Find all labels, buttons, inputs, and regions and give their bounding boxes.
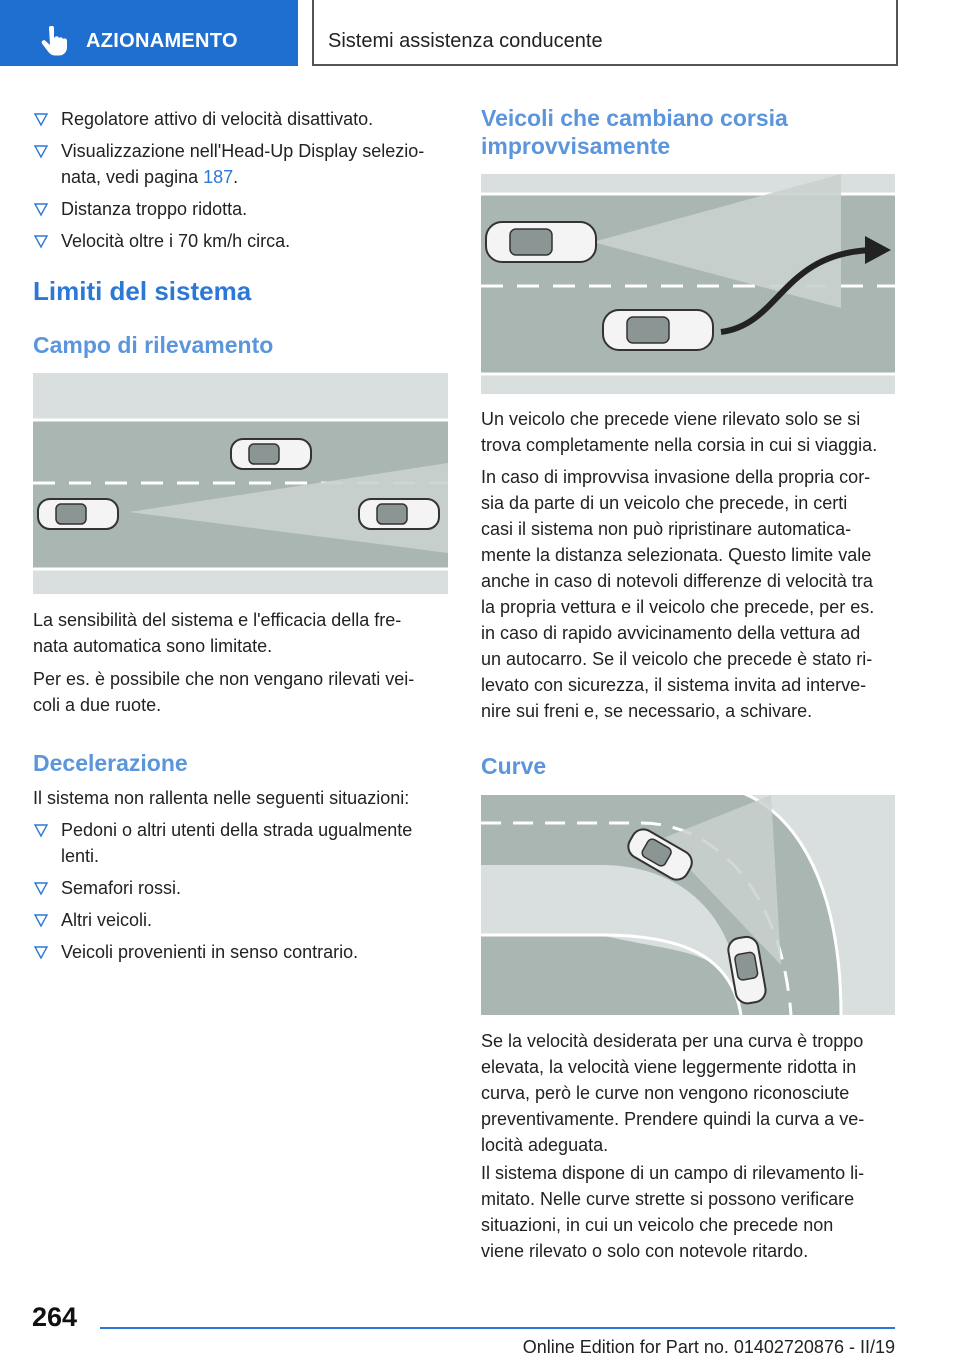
list-item: Veicoli provenienti in senso contrario. (33, 939, 453, 965)
lane-change-illustration (481, 174, 895, 394)
triangle-bullet-icon (33, 817, 49, 843)
list-item: Pedoni o altri utenti della strada ugualmente lenti. (33, 817, 453, 869)
heading-deceleration: Decelerazione (33, 750, 188, 776)
page-header (0, 0, 960, 66)
chapter-tab (312, 0, 898, 66)
triangle-bullet-icon (33, 907, 49, 933)
paragraph: Il sistema dispone di un campo di rilevamento li- mitato. Nelle curve strette si possono verificare situazioni, in cui un veicolo che precede non viene rilevato o solo con notevole ritardo. (481, 1163, 865, 1261)
heading-lane-change: Veicoli che cambiano corsia improvvisamente (481, 105, 788, 159)
triangle-bullet-icon (33, 138, 49, 164)
chapter-title: Sistemi assistenza conducente (328, 30, 603, 52)
heading-range: Campo di rilevamento (33, 332, 274, 358)
list-item: Distanza troppo ridotta. (33, 196, 453, 222)
paragraph: Il sistema non rallenta nelle seguenti situazioni: (33, 788, 410, 808)
section-label: AZIONAMENTO (86, 30, 238, 52)
triangle-bullet-icon (33, 939, 49, 965)
list-item: Regolatore attivo di velocità disattivato. (33, 106, 453, 132)
paragraph: Per es. è possibile che non vengano rilevati vei- coli a due ruote. (33, 669, 415, 715)
list-item: Velocità oltre i 70 km/h circa. (33, 228, 453, 254)
heading-limits: Limiti del sistema (33, 276, 252, 306)
detection-range-illustration (33, 373, 448, 594)
paragraph: Un veicolo che precede viene rilevato solo se si trova completamente nella corsia in cui si viaggia. (481, 409, 878, 455)
car (38, 499, 118, 529)
list-item: Semafori rossi. (33, 875, 453, 901)
page-number: 264 (32, 1302, 78, 1332)
triangle-bullet-icon (33, 228, 49, 254)
car (603, 310, 713, 350)
triangle-bullet-icon (33, 106, 49, 132)
page-link[interactable]: 187 (203, 167, 234, 187)
paragraph: In caso di improvvisa invasione della propria cor- sia da parte di un veicolo che precede, in certi casi il sistema non può ripristinare automatica- mente la distanza selezionata. Questo limite vale anche in caso di notevoli differenze di velocità tra la propria vettura e il veicolo che precede, per es. in caso di rapido avvicinamento della vettura ad un autocarro. Se il veicolo che precede è stato ri- levato con sicurezza, il sistema invita ad interve- nire sui freni e, se necessario, a schivare. (481, 467, 875, 721)
paragraph: Se la velocità desiderata per una curva è troppo elevata, la velocità viene leggermente ridotta in curva, però le curve non vengono riconosciute preventivamente. Prendere quindi la curva a ve- locità adeguata. (481, 1031, 865, 1155)
curve-illustration (481, 795, 895, 1015)
section-tab[interactable] (0, 0, 298, 66)
car (359, 499, 439, 529)
car (231, 439, 311, 469)
footer-divider (100, 1327, 895, 1329)
list-item: Altri veicoli. (33, 907, 453, 933)
paragraph: La sensibilità del sistema e l'efficacia della fre- nata automatica sono limitate. (33, 610, 402, 656)
hand-pointer-icon (40, 26, 68, 56)
car (486, 222, 596, 262)
heading-curves: Curve (481, 753, 547, 779)
edition-note: Online Edition for Part no. 01402720876 - II/19 (522, 1337, 895, 1357)
triangle-bullet-icon (33, 875, 49, 901)
triangle-bullet-icon (33, 196, 49, 222)
list-item: Visualizzazione nell'Head-Up Display selezio- nata, vedi pagina 187. (33, 138, 453, 190)
